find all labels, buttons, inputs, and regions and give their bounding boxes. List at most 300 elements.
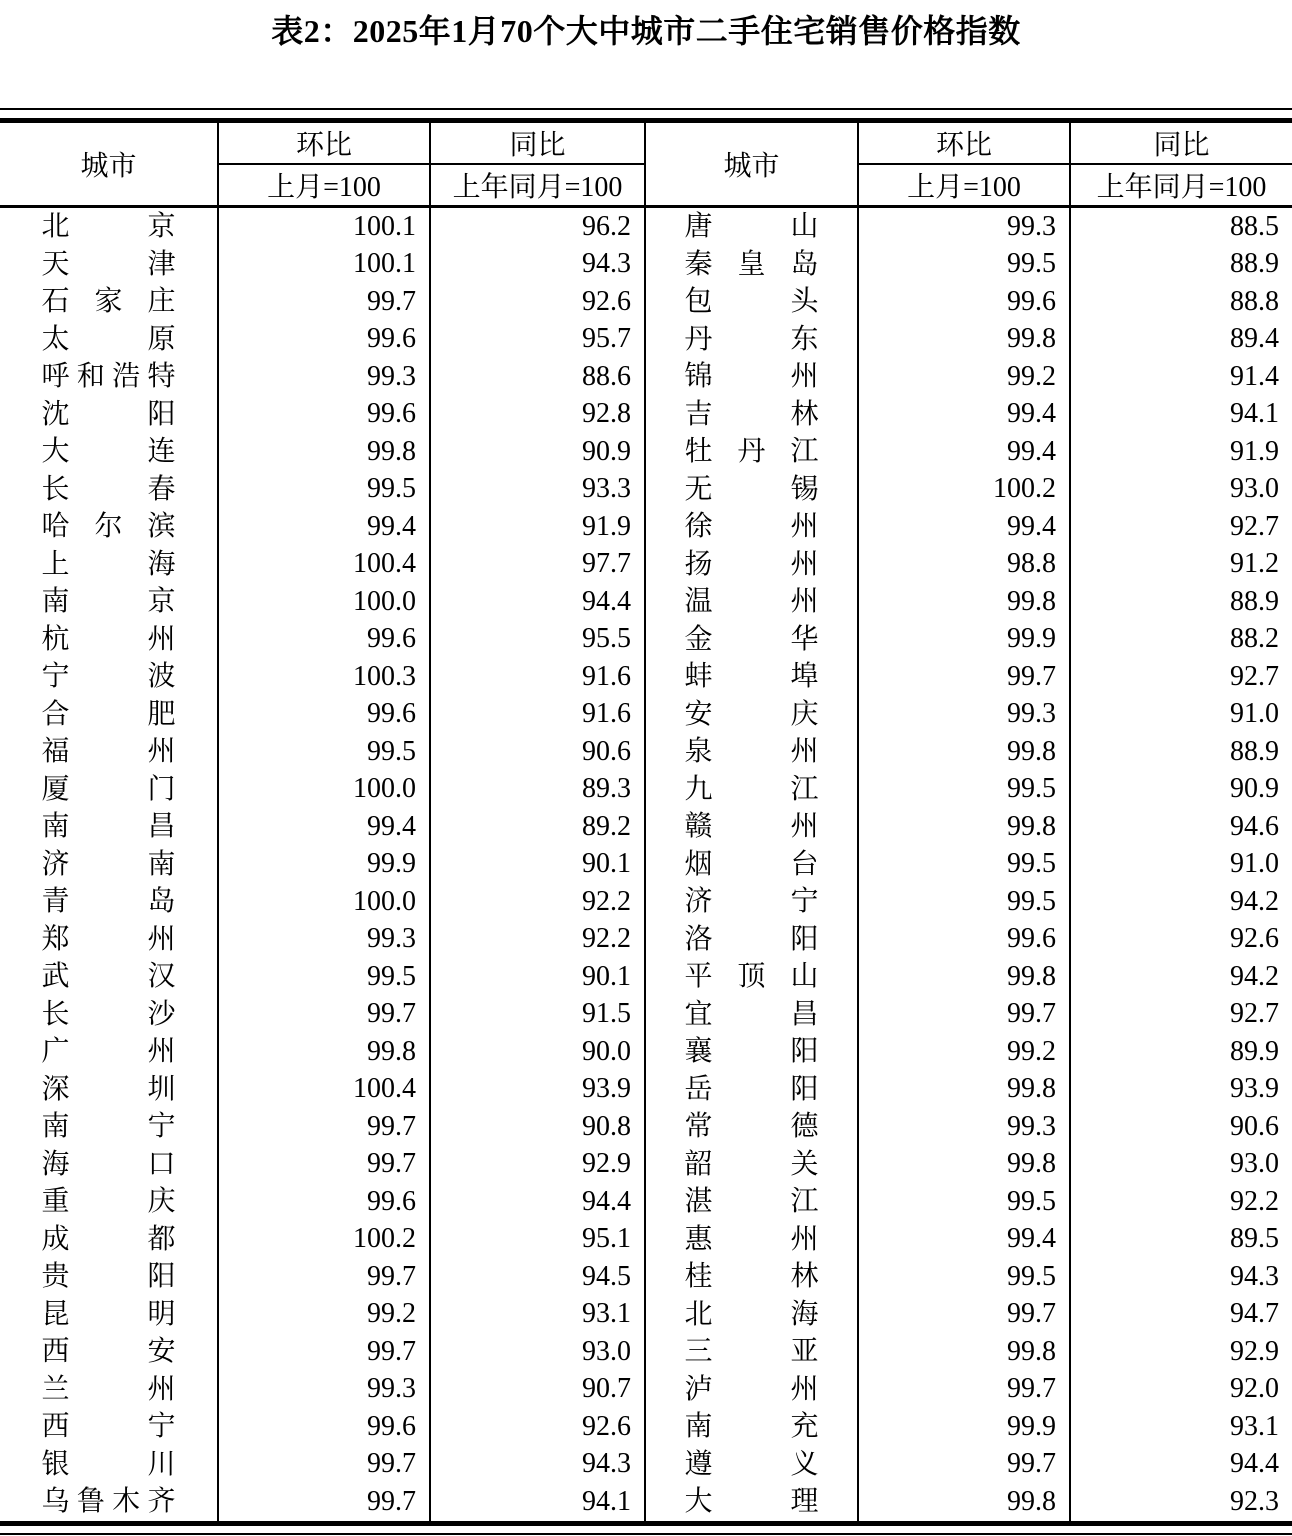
city-name-left: 天津 <box>41 248 176 280</box>
yoy-value-right: 89.4 <box>1070 321 1292 359</box>
yoy-value-left: 94.1 <box>430 1483 645 1523</box>
yoy-value-left: 92.6 <box>430 283 645 321</box>
mom-value-left: 100.2 <box>218 1221 430 1259</box>
mom-value-right: 99.9 <box>858 621 1070 659</box>
yoy-value-right: 92.6 <box>1070 921 1292 959</box>
city-cell-right <box>645 771 858 809</box>
yoy-value-right: 92.7 <box>1070 658 1292 696</box>
city-name-left: 银川 <box>41 1448 176 1480</box>
city-name-left: 北京 <box>41 211 176 243</box>
price-index-table <box>0 118 1292 1526</box>
city-name-left: 哈尔滨 <box>41 511 176 543</box>
mom-value-left: 99.7 <box>218 1446 430 1484</box>
city-name-right: 常德 <box>684 1111 819 1143</box>
city-name-right: 洛阳 <box>684 923 819 955</box>
mom-value-left: 99.5 <box>218 471 430 509</box>
city-name-left: 南宁 <box>41 1111 176 1143</box>
yoy-value-left: 91.6 <box>430 658 645 696</box>
mom-value-right: 99.8 <box>858 958 1070 996</box>
city-name-left: 海口 <box>41 1148 176 1180</box>
mom-value-right: 99.6 <box>858 283 1070 321</box>
yoy-value-left: 95.7 <box>430 321 645 359</box>
yoy-value-right: 92.7 <box>1070 508 1292 546</box>
city-cell-right <box>645 1033 858 1071</box>
mom-value-left: 99.3 <box>218 1371 430 1409</box>
mom-value-right: 99.7 <box>858 658 1070 696</box>
yoy-value-right: 91.0 <box>1070 846 1292 884</box>
mom-value-left: 99.6 <box>218 1183 430 1221</box>
city-name-left: 西宁 <box>41 1411 176 1443</box>
city-cell-right <box>645 358 858 396</box>
table-row <box>0 1183 1292 1221</box>
mom-value-right: 99.4 <box>858 508 1070 546</box>
city-cell-right <box>645 396 858 434</box>
mom-value-left: 99.3 <box>218 358 430 396</box>
yoy-value-right: 93.1 <box>1070 1408 1292 1446</box>
table-row <box>0 396 1292 434</box>
yoy-value-right: 89.5 <box>1070 1221 1292 1259</box>
mom-value-left: 99.3 <box>218 921 430 959</box>
header-yoy-left: 同比 <box>430 121 645 165</box>
mom-value-right: 99.3 <box>858 207 1070 246</box>
city-name-left: 西安 <box>41 1336 176 1368</box>
city-name-left: 长春 <box>41 473 176 505</box>
header-city-left: 城市 <box>80 151 137 182</box>
mom-value-left: 100.0 <box>218 883 430 921</box>
city-name-left: 南昌 <box>41 811 176 843</box>
mom-value-right: 99.8 <box>858 1071 1070 1109</box>
table-row <box>0 1333 1292 1371</box>
city-cell-left <box>0 658 218 696</box>
mom-value-right: 99.8 <box>858 1146 1070 1184</box>
city-cell-left <box>0 733 218 771</box>
city-cell-left <box>0 1371 218 1409</box>
city-cell-left <box>0 921 218 959</box>
city-name-right: 济宁 <box>684 886 819 918</box>
table-header <box>0 121 1292 207</box>
city-name-right: 泸州 <box>684 1373 819 1405</box>
yoy-value-left: 92.9 <box>430 1146 645 1184</box>
header-city-right: 城市 <box>645 121 858 207</box>
mom-value-right: 99.8 <box>858 583 1070 621</box>
yoy-value-right: 94.1 <box>1070 396 1292 434</box>
city-cell-right <box>645 1333 858 1371</box>
yoy-value-right: 93.0 <box>1070 471 1292 509</box>
yoy-value-right: 94.7 <box>1070 1296 1292 1334</box>
yoy-value-left: 91.9 <box>430 508 645 546</box>
yoy-value-right: 93.9 <box>1070 1071 1292 1109</box>
yoy-value-right: 94.3 <box>1070 1258 1292 1296</box>
city-name-left: 长沙 <box>41 998 176 1030</box>
city-name-left: 武汉 <box>41 961 176 993</box>
mom-value-right: 99.5 <box>858 771 1070 809</box>
mom-value-left: 99.7 <box>218 1146 430 1184</box>
yoy-value-left: 90.9 <box>430 433 645 471</box>
mom-value-right: 99.7 <box>858 1371 1070 1409</box>
city-cell-right <box>645 621 858 659</box>
table-row <box>0 996 1292 1034</box>
yoy-value-right: 92.7 <box>1070 996 1292 1034</box>
mom-value-right: 99.7 <box>858 1446 1070 1484</box>
city-cell-right <box>645 546 858 584</box>
yoy-value-right: 92.0 <box>1070 1371 1292 1409</box>
yoy-value-right: 88.9 <box>1070 246 1292 284</box>
table-row <box>0 358 1292 396</box>
city-name-left: 青岛 <box>41 886 176 918</box>
city-name-left: 南京 <box>41 586 176 618</box>
city-cell-left <box>0 321 218 359</box>
city-cell-right <box>645 921 858 959</box>
city-name-right: 秦皇岛 <box>684 248 819 280</box>
mom-value-right: 99.4 <box>858 396 1070 434</box>
table-row <box>0 1296 1292 1334</box>
city-cell-right <box>645 733 858 771</box>
yoy-value-left: 90.7 <box>430 1371 645 1409</box>
city-cell-left <box>0 1296 218 1334</box>
city-name-left: 济南 <box>41 848 176 880</box>
yoy-value-right: 92.2 <box>1070 1183 1292 1221</box>
city-cell-right <box>645 1146 858 1184</box>
yoy-value-right: 88.9 <box>1070 583 1292 621</box>
city-name-right: 大理 <box>684 1486 819 1518</box>
yoy-value-right: 93.0 <box>1070 1146 1292 1184</box>
city-name-right: 三亚 <box>684 1336 819 1368</box>
city-name-left: 乌鲁木齐 <box>41 1486 176 1518</box>
table-row <box>0 1408 1292 1446</box>
city-name-right: 桂林 <box>684 1261 819 1293</box>
city-name-right: 平顶山 <box>684 961 819 993</box>
header-yoy-base-left: 上年同月=100 <box>430 164 645 207</box>
city-name-left: 重庆 <box>41 1186 176 1218</box>
mom-value-right: 99.6 <box>858 921 1070 959</box>
city-name-left: 福州 <box>41 736 176 768</box>
city-cell-right <box>645 246 858 284</box>
city-name-right: 惠州 <box>684 1223 819 1255</box>
table-row <box>0 658 1292 696</box>
mom-value-left: 99.6 <box>218 621 430 659</box>
yoy-value-left: 89.3 <box>430 771 645 809</box>
mom-value-left: 99.2 <box>218 1296 430 1334</box>
mom-value-left: 100.0 <box>218 771 430 809</box>
city-cell-left <box>0 471 218 509</box>
yoy-value-left: 90.1 <box>430 846 645 884</box>
table-row <box>0 1108 1292 1146</box>
mom-value-right: 99.3 <box>858 1108 1070 1146</box>
table-row <box>0 883 1292 921</box>
table-row <box>0 808 1292 846</box>
yoy-value-left: 91.5 <box>430 996 645 1034</box>
table-row <box>0 771 1292 809</box>
table-row <box>0 246 1292 284</box>
yoy-value-left: 97.7 <box>430 546 645 584</box>
mom-value-right: 98.8 <box>858 546 1070 584</box>
yoy-value-right: 94.2 <box>1070 883 1292 921</box>
mom-value-left: 99.5 <box>218 958 430 996</box>
yoy-value-right: 92.9 <box>1070 1333 1292 1371</box>
yoy-value-right: 88.2 <box>1070 621 1292 659</box>
yoy-value-left: 94.5 <box>430 1258 645 1296</box>
city-name-right: 温州 <box>684 586 819 618</box>
city-cell-right <box>645 1258 858 1296</box>
table-row <box>0 283 1292 321</box>
city-name-left: 贵阳 <box>41 1261 176 1293</box>
city-name-right: 北海 <box>684 1298 819 1330</box>
city-cell-right <box>645 996 858 1034</box>
city-name-left: 宁波 <box>41 661 176 693</box>
city-name-left: 成都 <box>41 1223 176 1255</box>
city-name-right: 九江 <box>684 773 819 805</box>
city-name-right: 牡丹江 <box>684 436 819 468</box>
city-name-left: 石家庄 <box>41 286 176 318</box>
city-name-left: 杭州 <box>41 623 176 655</box>
table-row <box>0 1146 1292 1184</box>
mom-value-right: 99.8 <box>858 733 1070 771</box>
city-cell-left <box>0 508 218 546</box>
city-cell-right <box>645 1071 858 1109</box>
city-cell-left <box>0 1071 218 1109</box>
city-cell-right <box>645 433 858 471</box>
yoy-value-right: 94.4 <box>1070 1446 1292 1484</box>
table-row <box>0 1221 1292 1259</box>
mom-value-left: 100.4 <box>218 546 430 584</box>
city-cell-left <box>0 1221 218 1259</box>
city-name-right: 襄阳 <box>684 1036 819 1068</box>
mom-value-left: 99.6 <box>218 1408 430 1446</box>
city-cell-right <box>645 1183 858 1221</box>
city-name-right: 岳阳 <box>684 1073 819 1105</box>
city-cell-right <box>645 508 858 546</box>
yoy-value-left: 91.6 <box>430 696 645 734</box>
city-cell-left <box>0 996 218 1034</box>
yoy-value-left: 95.1 <box>430 1221 645 1259</box>
city-name-right: 唐山 <box>684 211 819 243</box>
yoy-value-right: 91.9 <box>1070 433 1292 471</box>
page-title: 表2：2025年1月70个大中城市二手住宅销售价格指数 <box>271 13 1021 49</box>
city-cell-left <box>0 846 218 884</box>
city-cell-right <box>645 1221 858 1259</box>
city-cell-left <box>0 358 218 396</box>
mom-value-right: 99.5 <box>858 846 1070 884</box>
city-name-left: 深圳 <box>41 1073 176 1105</box>
table-row <box>0 1446 1292 1484</box>
table-row <box>0 546 1292 584</box>
table-row <box>0 846 1292 884</box>
mom-value-right: 99.7 <box>858 996 1070 1034</box>
header-mom-base-right: 上月=100 <box>858 164 1070 207</box>
mom-value-right: 99.8 <box>858 321 1070 359</box>
city-name-left: 太原 <box>41 323 176 355</box>
city-cell-left <box>0 1183 218 1221</box>
header-mom-base-left: 上月=100 <box>218 164 430 207</box>
city-cell-left <box>0 808 218 846</box>
mom-value-left: 99.7 <box>218 1483 430 1523</box>
city-cell-right <box>645 1296 858 1334</box>
yoy-value-left: 93.3 <box>430 471 645 509</box>
table-row <box>0 321 1292 359</box>
city-cell-left <box>0 883 218 921</box>
city-cell-left <box>0 1408 218 1446</box>
city-name-right: 安庆 <box>684 698 819 730</box>
table-row <box>0 958 1292 996</box>
mom-value-left: 99.7 <box>218 1108 430 1146</box>
city-name-left: 沈阳 <box>41 398 176 430</box>
city-cell-left <box>0 546 218 584</box>
table-row <box>0 1483 1292 1523</box>
city-cell-left <box>0 1258 218 1296</box>
city-cell-left <box>0 583 218 621</box>
mom-value-left: 99.7 <box>218 1258 430 1296</box>
mom-value-left: 100.0 <box>218 583 430 621</box>
city-name-left: 昆明 <box>41 1298 176 1330</box>
city-cell-right <box>645 1446 858 1484</box>
city-name-right: 丹东 <box>684 323 819 355</box>
yoy-value-right: 91.0 <box>1070 696 1292 734</box>
table-row <box>0 1071 1292 1109</box>
city-name-right: 泉州 <box>684 736 819 768</box>
city-name-left: 厦门 <box>41 773 176 805</box>
city-cell-right <box>645 1483 858 1523</box>
city-cell-left <box>0 1446 218 1484</box>
city-cell-left <box>0 771 218 809</box>
table-row <box>0 696 1292 734</box>
mom-value-right: 99.3 <box>858 696 1070 734</box>
city-cell-left <box>0 283 218 321</box>
city-name-right: 包头 <box>684 286 819 318</box>
yoy-value-right: 94.6 <box>1070 808 1292 846</box>
city-name-left: 合肥 <box>41 698 176 730</box>
header-mom-left: 环比 <box>218 121 430 165</box>
mom-value-right: 99.4 <box>858 1221 1070 1259</box>
city-name-left: 兰州 <box>41 1373 176 1405</box>
city-name-right: 赣州 <box>684 811 819 843</box>
mom-value-left: 99.7 <box>218 996 430 1034</box>
table-row <box>0 1258 1292 1296</box>
city-name-left: 呼和浩特 <box>41 361 176 393</box>
mom-value-right: 99.8 <box>858 808 1070 846</box>
mom-value-left: 99.8 <box>218 1033 430 1071</box>
city-name-right: 烟台 <box>684 848 819 880</box>
city-name-left: 广州 <box>41 1036 176 1068</box>
city-cell-right <box>645 846 858 884</box>
table-row <box>0 621 1292 659</box>
city-cell-left <box>0 207 218 246</box>
table-row <box>0 921 1292 959</box>
mom-value-left: 100.3 <box>218 658 430 696</box>
mom-value-left: 99.6 <box>218 396 430 434</box>
yoy-value-right: 88.5 <box>1070 207 1292 246</box>
city-cell-right <box>645 583 858 621</box>
city-name-left: 郑州 <box>41 923 176 955</box>
yoy-value-left: 93.1 <box>430 1296 645 1334</box>
yoy-value-right: 91.4 <box>1070 358 1292 396</box>
city-cell-left <box>0 1146 218 1184</box>
city-name-right: 无锡 <box>684 473 819 505</box>
city-name-right: 湛江 <box>684 1186 819 1218</box>
mom-value-right: 99.9 <box>858 1408 1070 1446</box>
header-yoy-right: 同比 <box>1070 121 1292 165</box>
mom-value-right: 99.5 <box>858 883 1070 921</box>
mom-value-right: 99.8 <box>858 1333 1070 1371</box>
mom-value-left: 99.4 <box>218 808 430 846</box>
city-cell-right <box>645 883 858 921</box>
city-cell-left <box>0 958 218 996</box>
city-cell-left <box>0 1333 218 1371</box>
mom-value-left: 99.7 <box>218 1333 430 1371</box>
mom-value-left: 100.1 <box>218 246 430 284</box>
city-name-right: 锦州 <box>684 361 819 393</box>
yoy-value-right: 88.8 <box>1070 283 1292 321</box>
table-row <box>0 471 1292 509</box>
yoy-value-left: 94.4 <box>430 1183 645 1221</box>
header-mom-right: 环比 <box>858 121 1070 165</box>
yoy-value-left: 95.5 <box>430 621 645 659</box>
mom-value-left: 99.4 <box>218 508 430 546</box>
mom-value-right: 100.2 <box>858 471 1070 509</box>
table-row <box>0 207 1292 246</box>
mom-value-left: 99.6 <box>218 321 430 359</box>
city-cell-right <box>645 321 858 359</box>
table-row <box>0 1033 1292 1071</box>
city-cell-left <box>0 396 218 434</box>
table-row <box>0 508 1292 546</box>
city-cell-right <box>645 808 858 846</box>
yoy-value-left: 96.2 <box>430 207 645 246</box>
yoy-value-right: 94.2 <box>1070 958 1292 996</box>
mom-value-right: 99.5 <box>858 1183 1070 1221</box>
yoy-value-left: 92.8 <box>430 396 645 434</box>
city-cell-left <box>0 696 218 734</box>
yoy-value-left: 90.0 <box>430 1033 645 1071</box>
mom-value-right: 99.7 <box>858 1296 1070 1334</box>
mom-value-left: 99.9 <box>218 846 430 884</box>
city-cell-right <box>645 958 858 996</box>
city-cell-right <box>645 1371 858 1409</box>
city-name-right: 蚌埠 <box>684 661 819 693</box>
mom-value-right: 99.5 <box>858 1258 1070 1296</box>
yoy-value-left: 94.4 <box>430 583 645 621</box>
yoy-value-left: 93.9 <box>430 1071 645 1109</box>
city-cell-right <box>645 207 858 246</box>
yoy-value-left: 90.8 <box>430 1108 645 1146</box>
yoy-value-right: 92.3 <box>1070 1483 1292 1523</box>
city-name-right: 吉林 <box>684 398 819 430</box>
city-cell-left <box>0 621 218 659</box>
yoy-value-right: 89.9 <box>1070 1033 1292 1071</box>
table-frame <box>0 108 1292 1535</box>
mom-value-right: 99.4 <box>858 433 1070 471</box>
city-cell-right <box>645 658 858 696</box>
city-cell-right <box>645 471 858 509</box>
yoy-value-left: 94.3 <box>430 1446 645 1484</box>
yoy-value-left: 90.1 <box>430 958 645 996</box>
city-cell-left <box>0 433 218 471</box>
mom-value-right: 99.2 <box>858 1033 1070 1071</box>
yoy-value-left: 89.2 <box>430 808 645 846</box>
city-cell-left <box>0 1033 218 1071</box>
city-name-left: 大连 <box>41 436 176 468</box>
city-cell-right <box>645 283 858 321</box>
city-name-right: 南充 <box>684 1411 819 1443</box>
city-name-right: 韶关 <box>684 1148 819 1180</box>
city-name-right: 遵义 <box>684 1448 819 1480</box>
mom-value-left: 99.7 <box>218 283 430 321</box>
mom-value-right: 99.2 <box>858 358 1070 396</box>
yoy-value-left: 94.3 <box>430 246 645 284</box>
yoy-value-left: 92.2 <box>430 883 645 921</box>
table-row <box>0 733 1292 771</box>
header-yoy-base-right: 上年同月=100 <box>1070 164 1292 207</box>
city-cell-right <box>645 696 858 734</box>
